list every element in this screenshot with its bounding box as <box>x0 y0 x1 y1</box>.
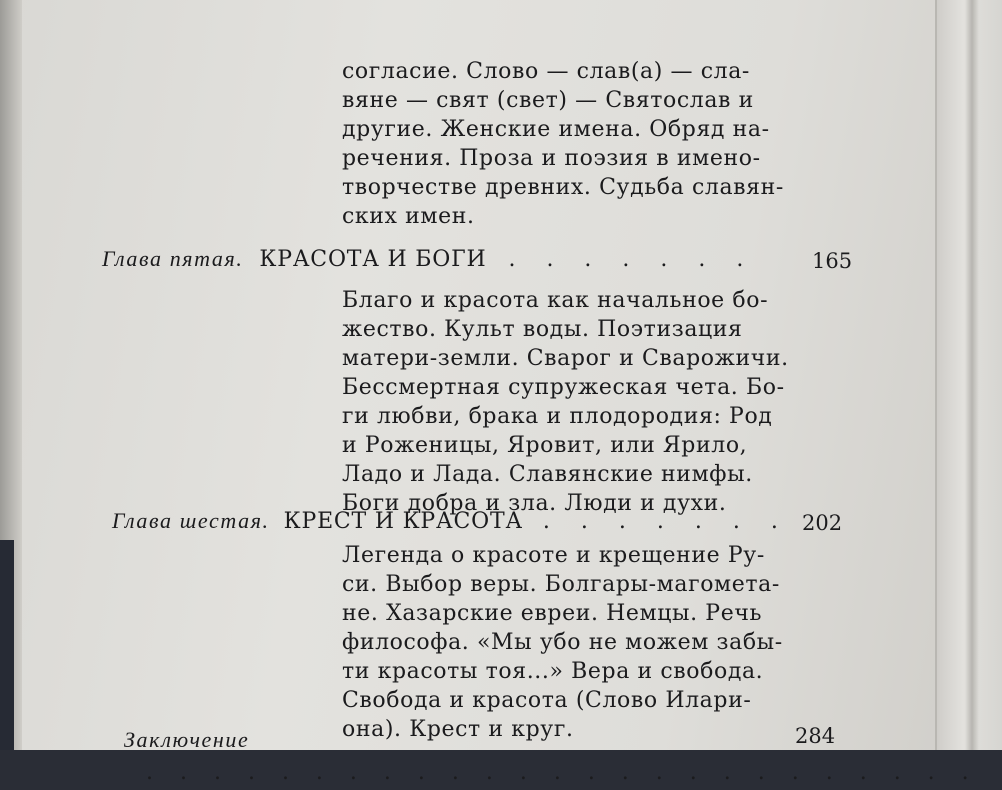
dot-leader: . . . . . . . <box>508 247 756 272</box>
conclusion-label: Заключение <box>124 727 250 752</box>
description-line: Бессмертная супружеская чета. Бо- <box>342 375 785 400</box>
toc-entry-chapter-5 <box>102 244 862 274</box>
dot-leader: . . . . . . . . . . . . . . . . . . . . . . . . . <box>146 760 979 785</box>
description-line: Благо и красота как начальное бо- <box>342 288 769 313</box>
description-line: жество. Культ воды. Поэтизация <box>342 317 743 342</box>
description-line: и Роженицы, Яровит, или Ярило, <box>342 433 748 458</box>
chapter-label: Глава пятая. <box>102 246 244 271</box>
description-line: вяне — свят (свет) — Святослав и <box>342 88 754 113</box>
chapter-title: КРЕСТ И КРАСОТА <box>283 509 523 534</box>
description-line: си. Выбор веры. Болгары-магомета- <box>342 572 780 597</box>
chapter-title: КРАСОТА И БОГИ <box>259 247 487 272</box>
description-line: Ладо и Лада. Славянские нимфы. <box>342 462 753 487</box>
description-line: речения. Проза и поэзия в имено- <box>342 146 761 171</box>
chapter-label: Глава шестая. <box>112 508 270 533</box>
description-line: согласие. Слово — слав(а) — сла- <box>342 59 750 84</box>
page-number: 284 <box>795 724 836 748</box>
description-line: творчестве древних. Судьба славян- <box>342 175 784 200</box>
description-line: она). Крест и круг. <box>342 717 574 742</box>
description-line: философа. «Мы убо не можем забы- <box>342 630 783 655</box>
toc-entry-chapter-6 <box>112 506 832 536</box>
description-line: другие. Женские имена. Обряд на- <box>342 117 770 142</box>
description-line: ских имен. <box>342 204 475 229</box>
page-fold-shadow <box>965 0 979 750</box>
book-cover-edge <box>0 540 14 750</box>
description-line: не. Хазарские евреи. Немцы. Речь <box>342 601 763 626</box>
description-line: ти красоты тоя...» Вера и свобода. <box>342 659 764 684</box>
description-line: матери-земли. Сварог и Сварожичи. <box>342 346 789 371</box>
dot-leader: . . . . . . . <box>542 509 790 534</box>
description-line: Легенда о красоте и крещение Ру- <box>342 543 765 568</box>
page-number: 165 <box>812 249 853 273</box>
description-line: Боги добра и зла. Люди и духи. <box>342 491 727 516</box>
description-line: ги любви, брака и плодородия: Род <box>342 404 773 429</box>
page-number: 202 <box>802 511 843 535</box>
description-line: Свобода и красота (Слово Илари- <box>342 688 752 713</box>
